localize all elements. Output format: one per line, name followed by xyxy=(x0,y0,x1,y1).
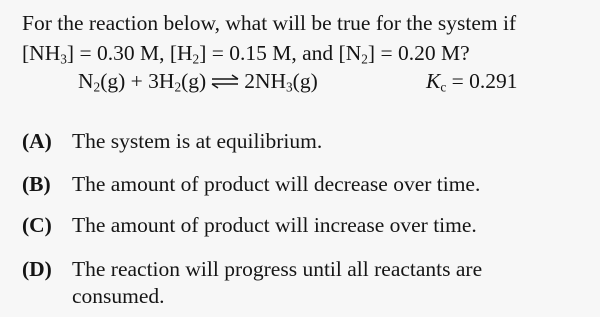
nh3-species: NH xyxy=(29,41,61,65)
kc-subscript: c xyxy=(440,79,447,95)
n2-subscript: 2 xyxy=(361,51,368,67)
reactant-h2-subscript: 2 xyxy=(174,79,182,95)
product-nh3: 2NH xyxy=(244,69,286,93)
nh3-concentration: = 0.30 M, xyxy=(79,41,165,65)
reactant-h2-state: (g) xyxy=(181,69,207,93)
option-c-letter: (C) xyxy=(22,213,52,237)
option-a-text: The system is at equilibrium. xyxy=(72,129,323,153)
kc-value: = 0.291 xyxy=(451,69,518,93)
question-line-1 xyxy=(22,10,592,36)
n2-concentration: = 0.20 M? xyxy=(380,41,470,65)
product-nh3-subscript: 3 xyxy=(286,79,293,95)
reaction-equation xyxy=(78,68,318,94)
equilibrium-arrow-icon xyxy=(210,74,240,90)
option-d-text: The reaction will progress until all reactants are consumed. xyxy=(72,257,483,308)
n2-species: N xyxy=(345,41,362,65)
h2-subscript: 2 xyxy=(192,51,200,67)
question-text: For the reaction below, what will be true for the system if xyxy=(22,11,517,35)
option-b-text: The amount of product will decrease over time. xyxy=(72,172,481,196)
option-c[interactable] xyxy=(22,212,572,238)
option-d[interactable] xyxy=(22,256,572,310)
option-b-letter: (B) xyxy=(22,172,51,196)
h2-concentration: = 0.15 M, and xyxy=(211,41,334,65)
reactant-n2: N xyxy=(78,69,94,93)
option-d-letter: (D) xyxy=(22,257,52,281)
equilibrium-constant xyxy=(426,68,518,94)
option-c-text: The amount of product will increase over time. xyxy=(72,213,477,237)
option-a[interactable] xyxy=(22,128,572,154)
option-b[interactable] xyxy=(22,171,572,197)
product-nh3-state: (g) xyxy=(292,69,318,93)
reactant-n2-subscript: 2 xyxy=(93,79,101,95)
nh3-subscript: 3 xyxy=(60,51,67,67)
question-line-2: $[NH_3] = 0.30$ M, $[H_2] = 0.15$ M, and $[N_2] = 0.20$ M? xyxy=(22,41,470,67)
h2-species: H xyxy=(177,41,193,65)
option-a-letter: (A) xyxy=(22,129,52,153)
reactant-h2: (g) + 3H xyxy=(100,69,175,93)
kc-symbol: K xyxy=(426,69,441,93)
